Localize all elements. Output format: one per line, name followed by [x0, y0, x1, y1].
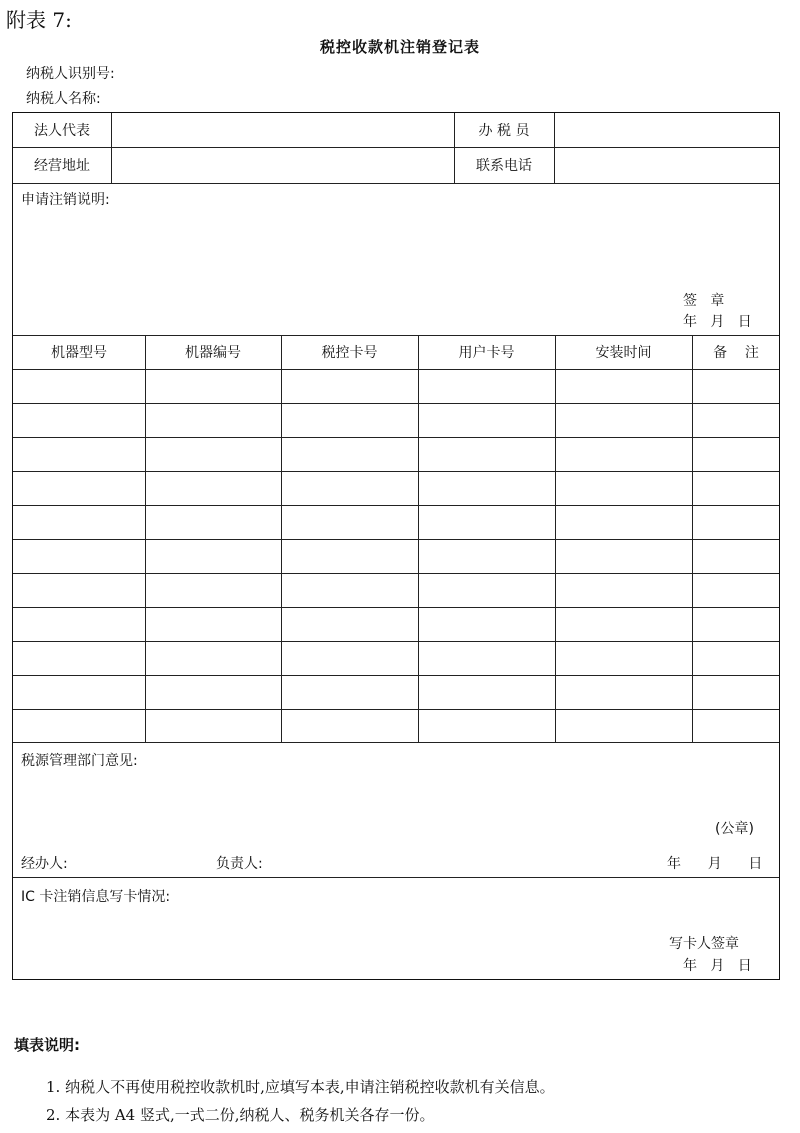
notes-title: 填表说明:: [14, 1036, 80, 1054]
legal-rep-label: 法人代表: [34, 123, 90, 139]
phone-field[interactable]: [554, 147, 780, 183]
tax-clerk-field[interactable]: [554, 113, 780, 147]
header-machine-model: 机器型号: [51, 345, 107, 361]
header-remarks: 备 注: [713, 345, 759, 361]
header-machine-number: 机器编号: [185, 345, 241, 361]
note-item: 1. 纳税人不再使用税控收款机时,应填写本表,申请注销税控收款机有关信息。: [46, 1078, 555, 1096]
annex-label: 附表 7:: [6, 8, 72, 32]
phone-label: 联系电话: [476, 158, 532, 174]
tax-clerk-label: 办 税 员: [478, 123, 530, 139]
header-tax-card-number: 税控卡号: [321, 345, 378, 361]
official-seal-label: (公章): [715, 821, 754, 837]
header-install-time: 安装时间: [595, 345, 652, 361]
tax-office-opinion-label: 税源管理部门意见:: [21, 753, 138, 769]
application-date-label: 年 月 日: [683, 314, 752, 330]
handler-label: 经办人:: [21, 856, 68, 872]
responsible-person-label: 负责人:: [216, 856, 263, 872]
application-sign-label: 签 章: [683, 293, 725, 309]
ic-card-label: IC 卡注销信息写卡情况:: [21, 889, 171, 905]
legal-rep-field[interactable]: [111, 113, 454, 147]
ic-card-date-label: 年 月 日: [683, 958, 752, 974]
tax-office-date-label: 年 月 日: [667, 856, 763, 872]
taxpayer-id-label: 纳税人识别号:: [26, 66, 115, 82]
business-address-field[interactable]: [111, 147, 454, 183]
business-address-label: 经营地址: [34, 158, 90, 174]
application-label: 申请注销说明:: [21, 192, 110, 208]
form-title: 税控收款机注销登记表: [319, 38, 480, 56]
card-writer-signature-label: 写卡人签章: [669, 936, 739, 952]
taxpayer-name-label: 纳税人名称:: [26, 91, 101, 107]
note-item: 2. 本表为 A4 竖式,一式二份,纳税人、税务机关各存一份。: [46, 1106, 435, 1124]
header-user-card-number: 用户卡号: [458, 345, 515, 361]
registration-form-table: [12, 112, 780, 980]
